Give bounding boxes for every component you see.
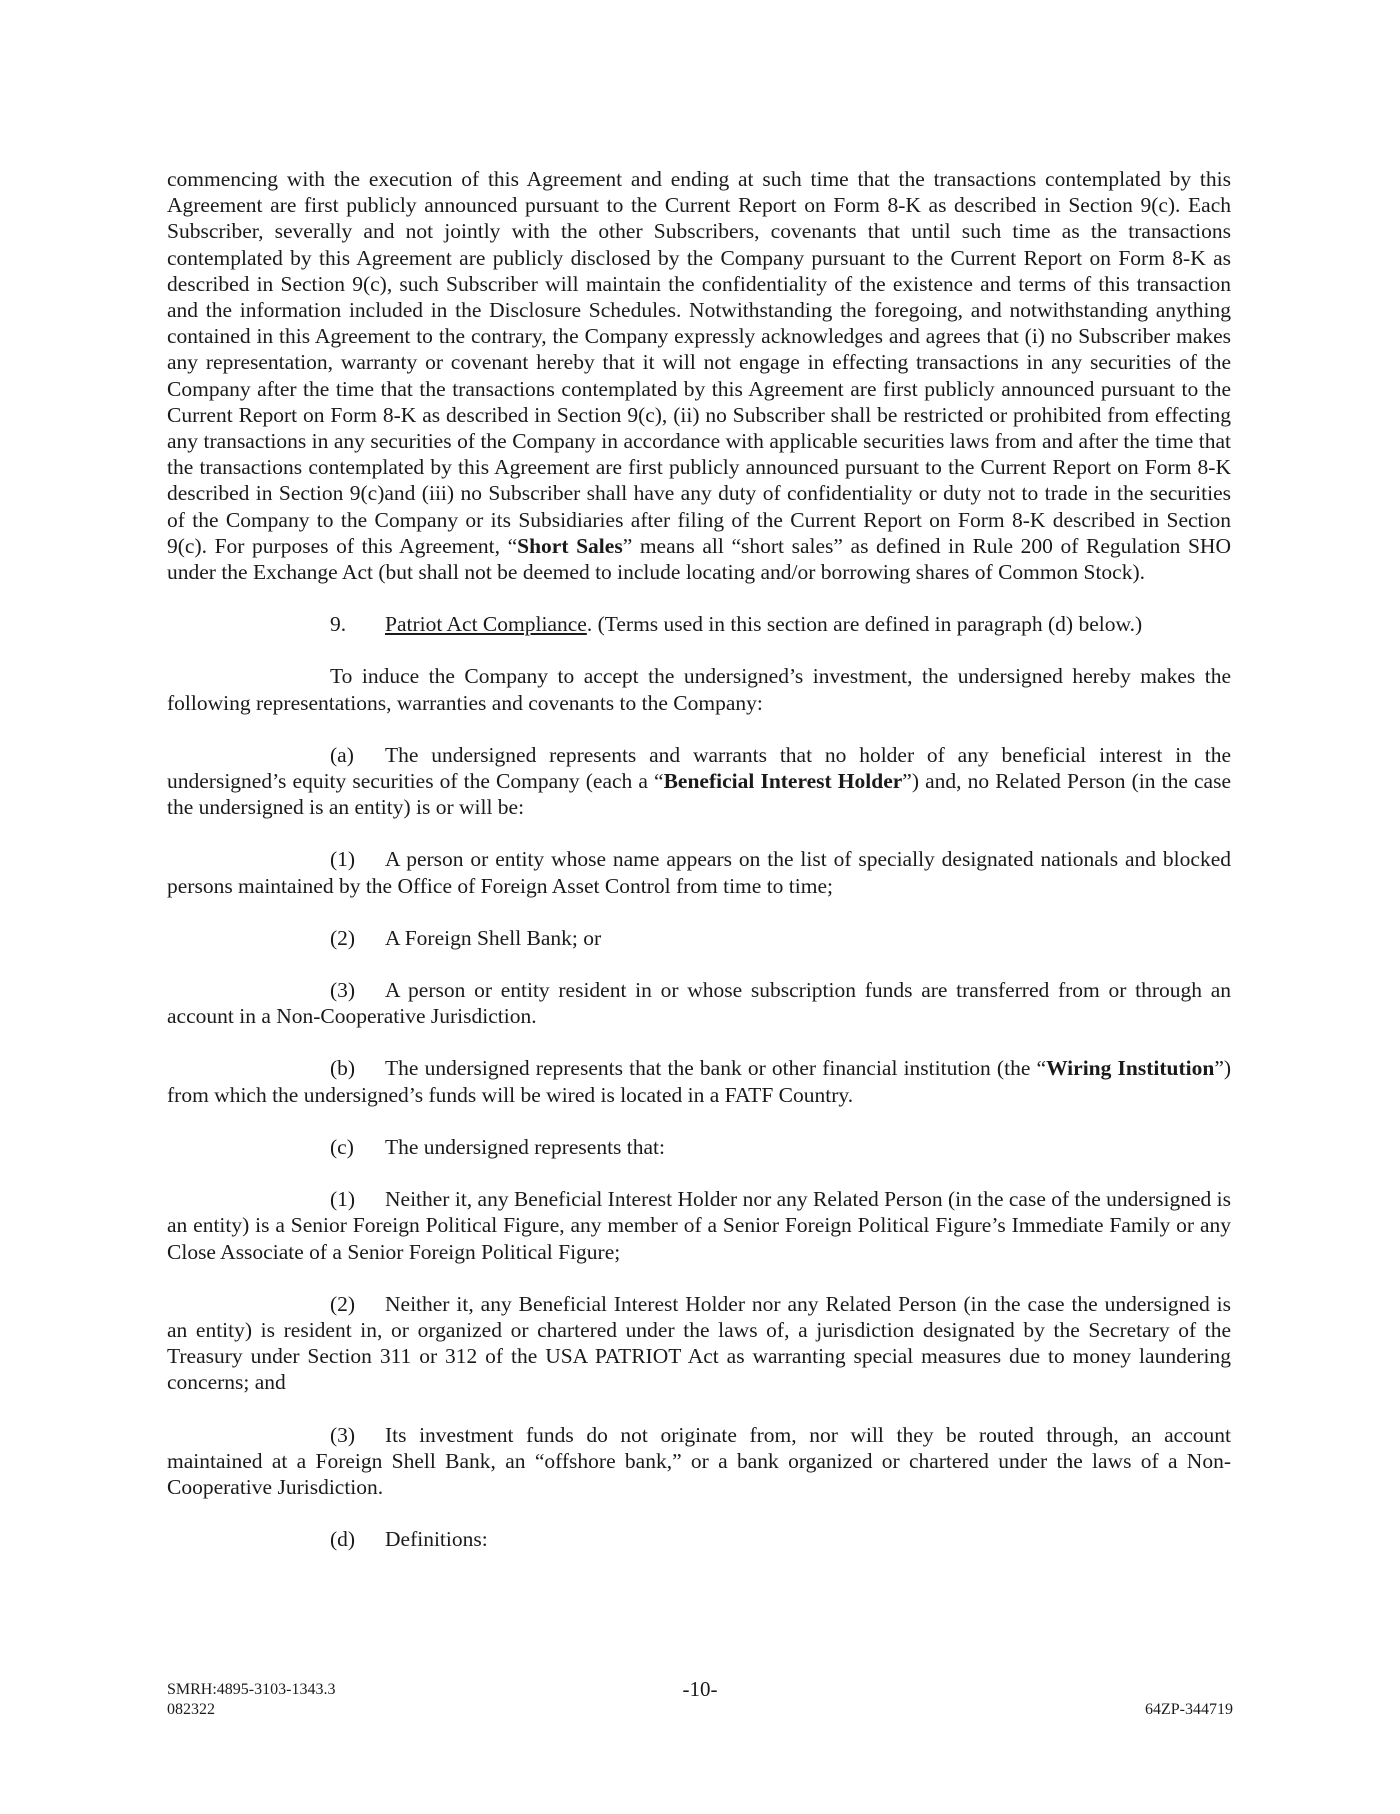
document-body	[167, 166, 1231, 1578]
paragraph-d-label: (d)	[330, 1527, 356, 1552]
paragraph-a-1	[167, 846, 1231, 898]
paragraph-a-label: (a)	[330, 742, 354, 767]
paragraph-c-2	[167, 1291, 1231, 1396]
footer-date-code: 082322	[167, 1701, 215, 1718]
continued-paragraph-text: commencing with the execution of this Agreement and ending at such time that the transactions contemplated by this Agreement are first publicly announced pursuant to the Current Report on Form 8-K as described in Section 9(c). Each Subscriber, severally and not jointly with the other Subscribers, covenants that until such time as the transactions contemplated by this Agreement are publicly disclosed by the Company pursuant to the Current Report on Form 8-K as described in Section 9(c), such Subscriber will maintain the confidentiality of the existence and terms of this transaction and the information included in the Disclosure Schedules. Notwithstanding the foregoing, and notwithstanding anything contained in this Agreement to the contrary, the Company expressly acknowledges and agrees that (i) no Subscriber makes any representation, warranty or covenant hereby that it will not engage in effecting transactions in any securities of the Company after the time that the transactions contemplated by this Agreement are first publicly announced pursuant to the Current Report on Form 8-K as described in Section 9(c), (ii) no Subscriber shall be restricted or prohibited from effecting any transactions in any securities of the Company in accordance with applicable securities laws from and after the time that the transactions contemplated by this Agreement are first publicly announced pursuant to the Current Report on Form 8-K described in Section 9(c)and (iii) no Subscriber shall have any duty of confidentiality or duty not to trade in the securities of the Company to the Company or its Subsidiaries after filing of the Current Report on Form 8-K described in Section 9(c). For purposes of this Agreement, “	[167, 167, 1231, 558]
paragraph-c-text: The undersigned represents that:	[385, 1134, 666, 1159]
continued-paragraph	[167, 166, 1231, 585]
item-text: Its investment funds do not originate from, nor will they be routed through, an account maintained at a Foreign Shell Bank, an “offshore bank,” or a bank organized or chartered under the laws of a Non-Cooperative Jurisdiction.	[167, 1422, 1231, 1499]
item-text: A person or entity whose name appears on the list of specially designated nationals and blocked persons maintained by the Office of Foreign Asset Control from time to time;	[167, 847, 1231, 898]
paragraph-d-text: Definitions:	[385, 1527, 488, 1552]
item-label: (1)	[330, 1187, 356, 1212]
paragraph-a-text: The undersigned represents and warrants that no holder of any beneficial interest in the undersigned’s equity securities of the Company (each a “	[167, 742, 1231, 794]
item-label: (2)	[330, 1291, 356, 1316]
footer-right-code: 64ZP-344719	[1145, 1701, 1233, 1718]
section-heading-note: . (Terms used in this section are defined in paragraph (d) below.)	[586, 612, 1143, 637]
paragraph-d	[167, 1526, 1231, 1552]
item-label: (3)	[330, 1422, 356, 1447]
section-9-heading	[167, 611, 1231, 637]
paragraph-a-3	[167, 977, 1231, 1029]
paragraph-a-text-end: ”) and, no Related Person (in the case the undersigned is an entity) is or will be:	[167, 769, 1231, 820]
defined-term-beneficial-interest-holder: Beneficial Interest Holder	[663, 769, 903, 794]
item-label: (3)	[330, 978, 356, 1003]
item-text: A person or entity resident in or whose subscription funds are transferred from or through an account in a Non-Cooperative Jurisdiction.	[167, 978, 1231, 1029]
item-label: (2)	[330, 925, 356, 950]
paragraph-a-2	[167, 925, 1231, 951]
continued-paragraph-text-end: ” means all “short sales” as defined in Rule 200 of Regulation SHO under the Exchange Act (but shall not be deemed to include locating and/or borrowing shares of Common Stock).	[167, 533, 1231, 585]
paragraph-a	[167, 742, 1231, 821]
item-label: (1)	[330, 847, 356, 872]
paragraph-c	[167, 1134, 1231, 1160]
item-text: Neither it, any Beneficial Interest Holder nor any Related Person (in the case the undersigned is an entity) is resident in, or organized or chartered under the laws of, a jurisdiction designated by the Secretary of the Treasury under Section 311 or 312 of the USA PATRIOT Act as warranting special measures due to money laundering concerns; and	[167, 1291, 1231, 1395]
page-number: -10-	[682, 1677, 718, 1701]
paragraph-c-label: (c)	[330, 1134, 354, 1159]
intro-paragraph: To induce the Company to accept the undersigned’s investment, the undersigned hereby makes the following representations, warranties and covenants to the Company:	[167, 664, 1231, 715]
paragraph-b	[167, 1055, 1231, 1107]
paragraph-b-label: (b)	[330, 1056, 356, 1081]
paragraph-c-3	[167, 1422, 1231, 1501]
paragraph-b-text-end: ”) from which the undersigned’s funds will be wired is located in a FATF Country.	[167, 1056, 1232, 1107]
section-title: Patriot Act Compliance	[385, 612, 587, 637]
item-text: A Foreign Shell Bank; or	[385, 925, 602, 950]
footer-doc-id: SMRH:4895-3103-1343.3	[167, 1681, 336, 1698]
item-text: Neither it, any Beneficial Interest Holder nor any Related Person (in the case of the undersigned is an entity) is a Senior Foreign Political Figure, any member of a Senior Foreign Political Figure’s Immediate Family or any Close Associate of a Senior Foreign Political Figure;	[167, 1187, 1231, 1264]
paragraph-c-1	[167, 1186, 1231, 1265]
defined-term-wiring-institution: Wiring Institution	[1046, 1056, 1215, 1081]
paragraph-b-text: The undersigned represents that the bank or other financial institution (the “	[385, 1056, 1047, 1081]
section-number: 9.	[330, 612, 347, 637]
defined-term-short-sales: Short Sales	[517, 533, 623, 558]
